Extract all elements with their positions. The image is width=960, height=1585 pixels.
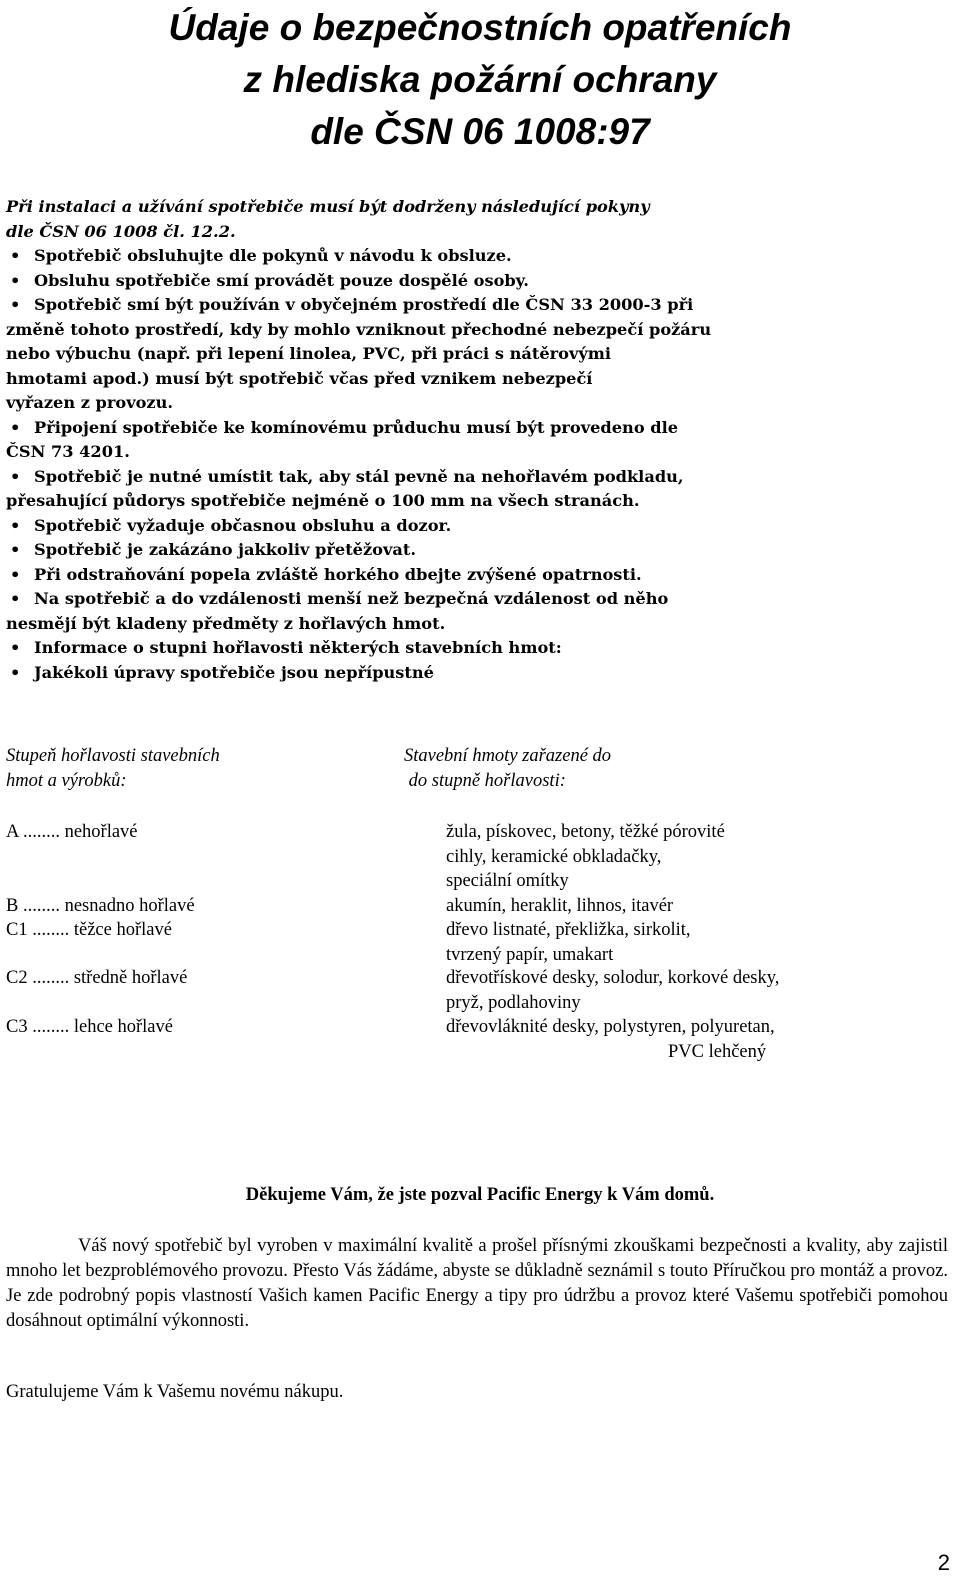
bullet-text: hmotami apod.) musí být spotřebič včas před vznikem nebezpečí: [6, 368, 593, 388]
title-line-3: dle ČSN 06 1008:97: [310, 111, 650, 152]
intro-paragraph: [6, 195, 956, 244]
materials-cell: [446, 894, 956, 919]
page-number: 2: [937, 1550, 950, 1575]
bullet-marker: •: [10, 564, 21, 584]
bullet-text: přesahující půdorys spotřebiče nejméně o 100 mm na všech stranách.: [6, 491, 640, 510]
bullet-marker: •: [10, 295, 21, 314]
material-line: PVC lehčený: [668, 1041, 767, 1062]
bullet-text: vyřazen z provozu.: [6, 393, 173, 412]
bullet-marker: •: [10, 417, 21, 437]
bullet-text: Při odstraňování popela zvláště horkého dbejte zvýšené opatrnosti.: [34, 564, 642, 584]
intro-line-1: Při instalaci a užívání spotřebiče musí být dodrženy následující pokyny: [6, 197, 650, 216]
material-line: cihly, keramické obkladačky,: [446, 846, 662, 867]
document-title: [0, 2, 960, 158]
bullet-text: Připojení spotřebiče ke komínovému průduchu musí být provedeno dle: [34, 417, 679, 437]
material-line: akumín, heraklit, lihnos, itavér: [446, 896, 674, 916]
bullet-item: [6, 514, 956, 539]
material-line: speciální omítky: [446, 871, 569, 891]
intro-line-2: dle ČSN 06 1008 čl. 12.2.: [6, 221, 236, 241]
bullet-item: [6, 269, 956, 294]
grade-label: C1 ........ těžce hořlavé: [6, 920, 172, 940]
bullet-item: [6, 465, 956, 514]
bullet-text: Spotřebič vyžaduje občasnou obsluhu a dozor.: [34, 515, 452, 535]
title-line-1: Údaje o bezpečnostních opatřeních: [168, 7, 792, 48]
bullet-marker: •: [10, 589, 21, 608]
bullet-marker: •: [10, 246, 21, 265]
material-line: dřevotřískové desky, solodur, korkové desky,: [446, 968, 780, 988]
table-header-right: [404, 744, 611, 793]
bullet-item: [6, 416, 956, 465]
bullet-list: [6, 244, 956, 685]
thanks-heading: Děkujeme Vám, že jste pozval Pacific Energy k Vám domů.: [245, 1185, 715, 1205]
material-line: dřevovláknité desky, polystyren, polyuretan,: [446, 1017, 775, 1037]
bullet-item: [6, 538, 956, 563]
bullet-text: změně tohoto prostředí, kdy by mohlo vzniknout přechodné nebezpečí požáru: [6, 319, 712, 339]
grade-label: A ........ nehořlavé: [6, 822, 138, 842]
bullet-text: Spotřebič obsluhujte dle pokynů v návodu k obsluze.: [34, 246, 512, 265]
material-line: pryž, podlahoviny: [446, 992, 581, 1013]
bullet-item: [6, 587, 956, 636]
bullet-marker: •: [10, 466, 21, 486]
bullet-item: [6, 293, 956, 416]
safety-instructions: [6, 195, 956, 685]
header-text: hmot a výrobků:: [6, 770, 127, 791]
bullet-text: Na spotřebič a do vzdálenosti menší než bezpečná vzdálenost od něho: [34, 589, 669, 608]
materials-cell: [446, 820, 956, 894]
bullet-text: Obsluhu spotřebiče smí provádět pouze dospělé osoby.: [34, 270, 529, 290]
grade-label: B ........ nesnadno hořlavé: [6, 896, 195, 916]
materials-cell: [446, 966, 956, 1015]
body-paragraph: Váš nový spotřebič byl vyroben v maximální kvalitě a prošel přísnými zkouškami bezpečnosti a kvality, aby zajistil mnoho let bezproblémového provozu. Přesto Vás žádáme, abyste se důkladně seznámil s touto Příručkou pro montáž a provoz. Je zde podrobný popis vlastností Vašich kamen Pacific Energy a tipy pro údržbu a provoz které Vašemu spotřebiči pomohou dosáhnout optimální výkonnosti.: [6, 1236, 948, 1331]
material-line: dřevo listnaté, překližka, sirkolit,: [446, 920, 691, 940]
bullet-item: [6, 563, 956, 588]
header-text: Stupeň hořlavosti stavebních: [6, 746, 220, 766]
congratulations-text: Gratulujeme Vám k Vašemu novému nákupu.: [6, 1382, 344, 1402]
material-line: tvrzený papír, umakart: [446, 944, 614, 965]
grade-label: C2 ........ středně hořlavé: [6, 968, 188, 988]
header-text: Stavební hmoty zařazené do: [404, 746, 612, 766]
bullet-text: nebo výbuchu (např. při lepení linolea, PVC, při práci s nátěrovými: [6, 344, 612, 363]
bullet-text: Informace o stupni hořlavosti některých stavebních hmot:: [34, 638, 562, 657]
bullet-text: Spotřebič smí být používán v obyčejném prostředí dle ČSN 33 2000-3 při: [34, 295, 694, 314]
bullet-text: Spotřebič je zakázáno jakkoliv přetěžovat.: [34, 540, 416, 559]
bullet-marker: •: [10, 515, 21, 535]
materials-cell: [446, 918, 956, 967]
bullet-marker: •: [10, 540, 21, 559]
bullet-marker: •: [10, 662, 21, 682]
bullet-item: [6, 661, 956, 686]
bullet-text: nesmějí být kladeny předměty z hořlavých hmot.: [6, 613, 446, 633]
bullet-marker: •: [10, 270, 21, 290]
bullet-text: Spotřebič je nutné umístit tak, aby stál pevně na nehořlavém podkladu,: [34, 466, 684, 486]
bullet-item: [6, 244, 956, 269]
bullet-marker: •: [10, 638, 21, 657]
grade-label: C3 ........ lehce hořlavé: [6, 1017, 173, 1037]
bullet-text: Jakékoli úpravy spotřebiče jsou nepřípustné: [34, 662, 434, 682]
bullet-item: [6, 636, 956, 661]
materials-cell: [446, 1015, 956, 1064]
header-text: do stupně hořlavosti:: [404, 770, 566, 791]
material-line: žula, pískovec, betony, těžké pórovité: [446, 822, 725, 842]
title-line-2: z hlediska požární ochrany: [243, 59, 717, 100]
table-header-left: [6, 744, 220, 793]
bullet-text: ČSN 73 4201.: [6, 442, 130, 461]
